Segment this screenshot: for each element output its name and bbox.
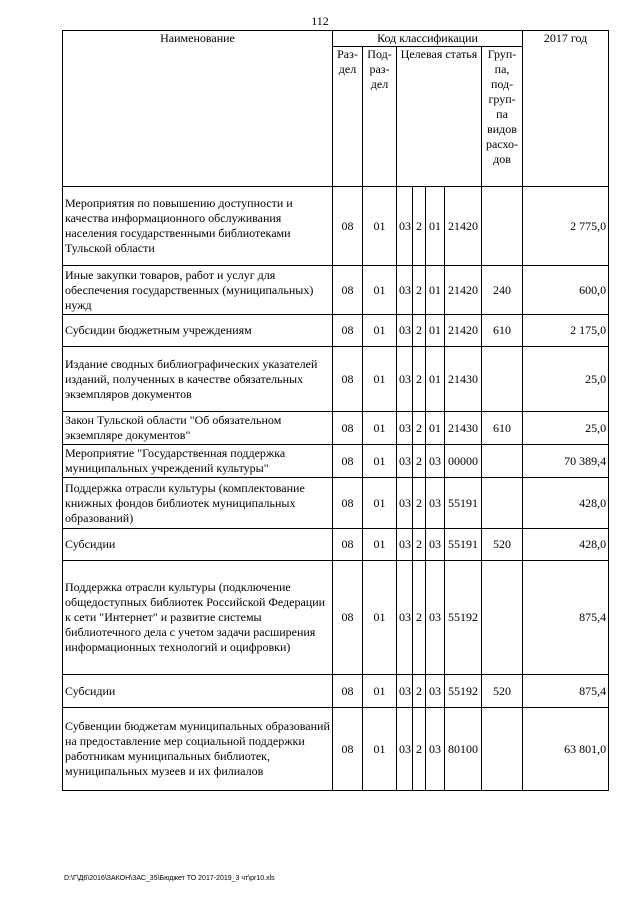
row-section: 08 — [333, 347, 363, 412]
row-amount: 875,4 — [523, 675, 609, 708]
row-target-subprogram: 2 — [413, 561, 426, 675]
row-target-subprogram: 2 — [413, 708, 426, 791]
row-target-direction: 21420 — [445, 266, 482, 315]
table-row — [63, 708, 609, 791]
table-row — [63, 561, 609, 675]
row-amount: 2 175,0 — [523, 315, 609, 347]
row-target-event: 03 — [426, 675, 445, 708]
row-section: 08 — [333, 561, 363, 675]
row-target-subprogram: 2 — [413, 266, 426, 315]
row-subsection: 01 — [363, 315, 397, 347]
row-name: Мероприятия по повышению доступности и качества информационного обслуживания населения государственными библиотеками Тульской области — [63, 187, 333, 266]
header-target-article: Целевая статья — [397, 47, 482, 187]
row-target-program: 03 — [397, 266, 413, 315]
row-amount: 428,0 — [523, 529, 609, 561]
table-row — [63, 529, 609, 561]
row-target-direction: 21420 — [445, 187, 482, 266]
row-target-event: 03 — [426, 445, 445, 478]
row-subsection: 01 — [363, 347, 397, 412]
row-target-program: 03 — [397, 478, 413, 529]
row-amount: 875,4 — [523, 561, 609, 675]
row-amount: 25,0 — [523, 347, 609, 412]
row-name: Иные закупки товаров, работ и услуг для обеспечения государственных (муниципальных) нужд — [63, 266, 333, 315]
table-row — [63, 266, 609, 315]
row-section: 08 — [333, 187, 363, 266]
row-subsection: 01 — [363, 445, 397, 478]
row-target-subprogram: 2 — [413, 315, 426, 347]
row-target-direction: 21430 — [445, 412, 482, 445]
row-name: Субсидии — [63, 675, 333, 708]
row-target-event: 03 — [426, 529, 445, 561]
row-subsection: 01 — [363, 561, 397, 675]
row-target-subprogram: 2 — [413, 675, 426, 708]
row-amount: 25,0 — [523, 412, 609, 445]
row-target-direction: 55192 — [445, 561, 482, 675]
row-target-event: 01 — [426, 412, 445, 445]
row-subsection: 01 — [363, 675, 397, 708]
row-subsection: 01 — [363, 529, 397, 561]
row-target-program: 03 — [397, 412, 413, 445]
row-name: Поддержка отрасли культуры (комплектование книжных фондов библиотек муниципальных образований) — [63, 478, 333, 529]
file-path: D:\Г\Д6\2016\ЗАКОН\ЗАС_35\Бюджет ТО 2017-2019_3 чт\pr10.xls — [64, 875, 275, 882]
row-target-event: 01 — [426, 187, 445, 266]
row-name: Мероприятие "Государственная поддержка муниципальных учреждений культуры" — [63, 445, 333, 478]
row-target-direction: 80100 — [445, 708, 482, 791]
row-section: 08 — [333, 412, 363, 445]
row-target-event: 03 — [426, 478, 445, 529]
row-amount: 70 389,4 — [523, 445, 609, 478]
row-target-event: 01 — [426, 266, 445, 315]
row-expense-group: 520 — [482, 529, 523, 561]
row-section: 08 — [333, 445, 363, 478]
row-name: Закон Тульской области "Об обязательном экземпляре документов" — [63, 412, 333, 445]
row-target-event: 03 — [426, 708, 445, 791]
row-expense-group — [482, 187, 523, 266]
row-name: Поддержка отрасли культуры (подключение общедоступных библиотек Российской Федерации к сети "Интернет" и развитие системы библиотечного дела с учетом задачи расширения информационных технологий и оцифровки) — [63, 561, 333, 675]
row-target-direction: 55191 — [445, 478, 482, 529]
row-target-event: 01 — [426, 315, 445, 347]
table-row — [63, 445, 609, 478]
header-subsection: Под- раз- дел — [363, 47, 397, 187]
row-name: Издание сводных библиографических указателей изданий, полученных в качестве обязательных экземпляров документов — [63, 347, 333, 412]
row-amount: 2 775,0 — [523, 187, 609, 266]
row-name: Субвенции бюджетам муниципальных образований на предоставление мер социальной поддержки работникам муниципальных библиотек, муниципальных музеев и их филиалов — [63, 708, 333, 791]
row-expense-group: 610 — [482, 412, 523, 445]
row-expense-group — [482, 708, 523, 791]
row-expense-group: 240 — [482, 266, 523, 315]
row-name: Субсидии — [63, 529, 333, 561]
row-subsection: 01 — [363, 187, 397, 266]
header-year: 2017 год — [523, 31, 609, 187]
table-row — [63, 347, 609, 412]
table-row — [63, 412, 609, 445]
row-subsection: 01 — [363, 266, 397, 315]
table-row — [63, 187, 609, 266]
row-name: Субсидии бюджетным учреждениям — [63, 315, 333, 347]
table-row — [63, 315, 609, 347]
row-section: 08 — [333, 266, 363, 315]
row-expense-group: 610 — [482, 315, 523, 347]
row-target-event: 03 — [426, 561, 445, 675]
row-section: 08 — [333, 529, 363, 561]
row-target-subprogram: 2 — [413, 529, 426, 561]
header-section: Раз- дел — [333, 47, 363, 187]
row-target-program: 03 — [397, 561, 413, 675]
row-target-subprogram: 2 — [413, 347, 426, 412]
row-section: 08 — [333, 675, 363, 708]
budget-table — [62, 30, 609, 791]
row-section: 08 — [333, 478, 363, 529]
row-target-event: 01 — [426, 347, 445, 412]
row-amount: 428,0 — [523, 478, 609, 529]
header-classification: Код классификации — [333, 31, 523, 47]
row-expense-group: 520 — [482, 675, 523, 708]
page-number: 112 — [311, 14, 329, 28]
table-row — [63, 675, 609, 708]
header-name: Наименование — [63, 31, 333, 187]
row-target-subprogram: 2 — [413, 478, 426, 529]
row-section: 08 — [333, 708, 363, 791]
row-target-program: 03 — [397, 187, 413, 266]
row-target-program: 03 — [397, 529, 413, 561]
row-expense-group — [482, 561, 523, 675]
row-subsection: 01 — [363, 478, 397, 529]
row-target-program: 03 — [397, 675, 413, 708]
row-target-direction: 55192 — [445, 675, 482, 708]
row-target-direction: 21420 — [445, 315, 482, 347]
row-target-program: 03 — [397, 708, 413, 791]
row-amount: 63 801,0 — [523, 708, 609, 791]
row-target-program: 03 — [397, 315, 413, 347]
row-section: 08 — [333, 315, 363, 347]
row-target-direction: 21430 — [445, 347, 482, 412]
row-subsection: 01 — [363, 412, 397, 445]
row-amount: 600,0 — [523, 266, 609, 315]
row-expense-group — [482, 478, 523, 529]
row-target-subprogram: 2 — [413, 445, 426, 478]
row-target-program: 03 — [397, 445, 413, 478]
row-target-program: 03 — [397, 347, 413, 412]
row-expense-group — [482, 445, 523, 478]
table-row — [63, 478, 609, 529]
row-target-direction: 55191 — [445, 529, 482, 561]
row-target-direction: 00000 — [445, 445, 482, 478]
row-expense-group — [482, 347, 523, 412]
row-subsection: 01 — [363, 708, 397, 791]
header-expense-group: Груп- па, под- груп- па видов расхо- дов — [482, 47, 523, 187]
row-target-subprogram: 2 — [413, 412, 426, 445]
row-target-subprogram: 2 — [413, 187, 426, 266]
